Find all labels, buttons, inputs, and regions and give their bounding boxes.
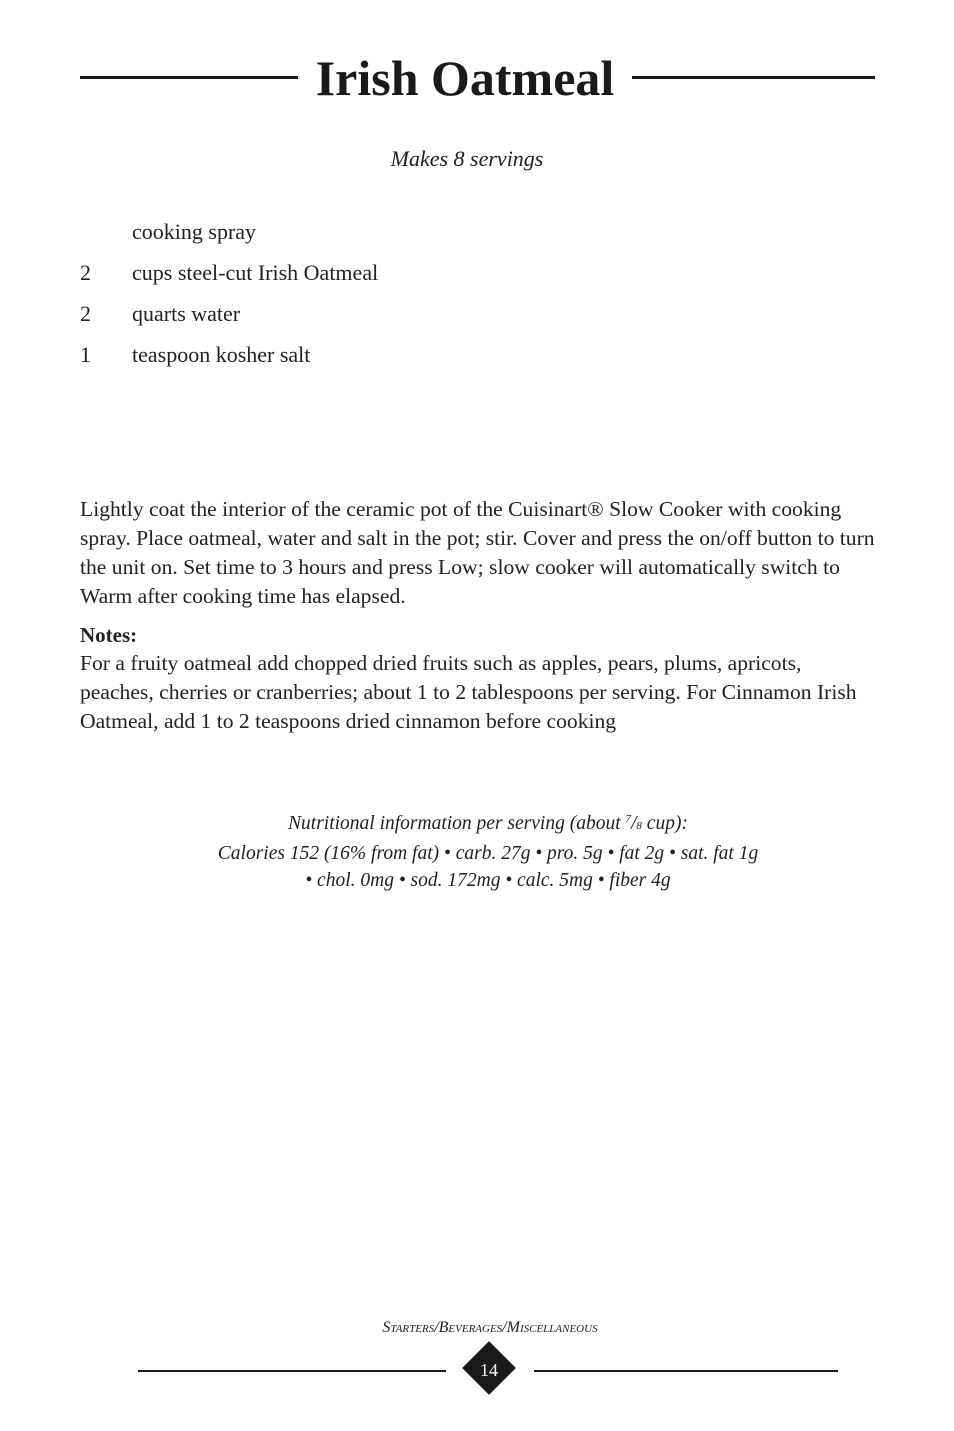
notes-heading: Notes: [80,623,138,647]
nutrition-intro: Nutritional information per serving (about $^7$/8 cup): [288,813,688,834]
ingredient-name: cooking spray [132,219,257,244]
notes-paragraph: For a fruity oatmeal add chopped dried fruits such as apples, pears, plums, apricots, peaches, cherries or cranberries; about 1 to 2 tablespoons per serving. For Cinnamon Irish Oatmeal, add 1 to 2 teaspoons dried cinnamon before cooking [80,651,857,733]
nutrition-line-minerals: • chol. 0mg • sod. 172mg • calc. 5mg • fiber 4g [305,870,671,891]
footer-section-title: Starters/Beverages/Miscellaneous [382,1319,598,1336]
ingredient-row [80,218,840,259]
ingredient-quantity: 1 [80,342,91,367]
fraction-numerator: 7 [625,813,631,825]
footer-rule-left [138,1370,446,1372]
ingredient-quantity: 2 [80,260,91,285]
nutrition-info [100,806,876,894]
title-row [80,48,875,112]
fraction-denominator: 8 [636,820,642,832]
ingredient-name: teaspoon kosher salt [132,342,311,367]
ingredient-row [80,259,840,300]
ingredient-name: quarts water [132,301,241,326]
ingredient-name: cups steel-cut Irish Oatmeal [132,260,379,285]
title-rule-left [80,76,298,79]
page-number: 14 [480,1360,498,1380]
servings-yield: Makes 8 servings [390,146,544,171]
directions-paragraph: Lightly coat the interior of the ceramic pot of the Cuisinart® Slow Cooker with cooking spray. Place oatmeal, water and salt in the pot; stir. Cover and press the on/off button to turn the unit on. Set time to 3 hours and press Low; slow cooker will automatically switch to Warm after cooking time has elapsed. [80,497,875,608]
ingredient-row [80,300,840,341]
footer-rule-right [534,1370,838,1372]
ingredient-list [80,218,840,382]
nutrition-intro-before: Nutritional information per serving (about [288,813,626,834]
nutrition-intro-after: cup): [641,813,688,834]
ingredient-quantity: 2 [80,301,91,326]
recipe-title: Irish Oatmeal [315,50,615,106]
ingredient-row [80,341,840,382]
title-rule-right [632,76,875,79]
nutrition-line-calories: Calories 152 (16% from fat) • carb. 27g • pro. 5g • fat 2g • sat. fat 1g [217,843,759,864]
